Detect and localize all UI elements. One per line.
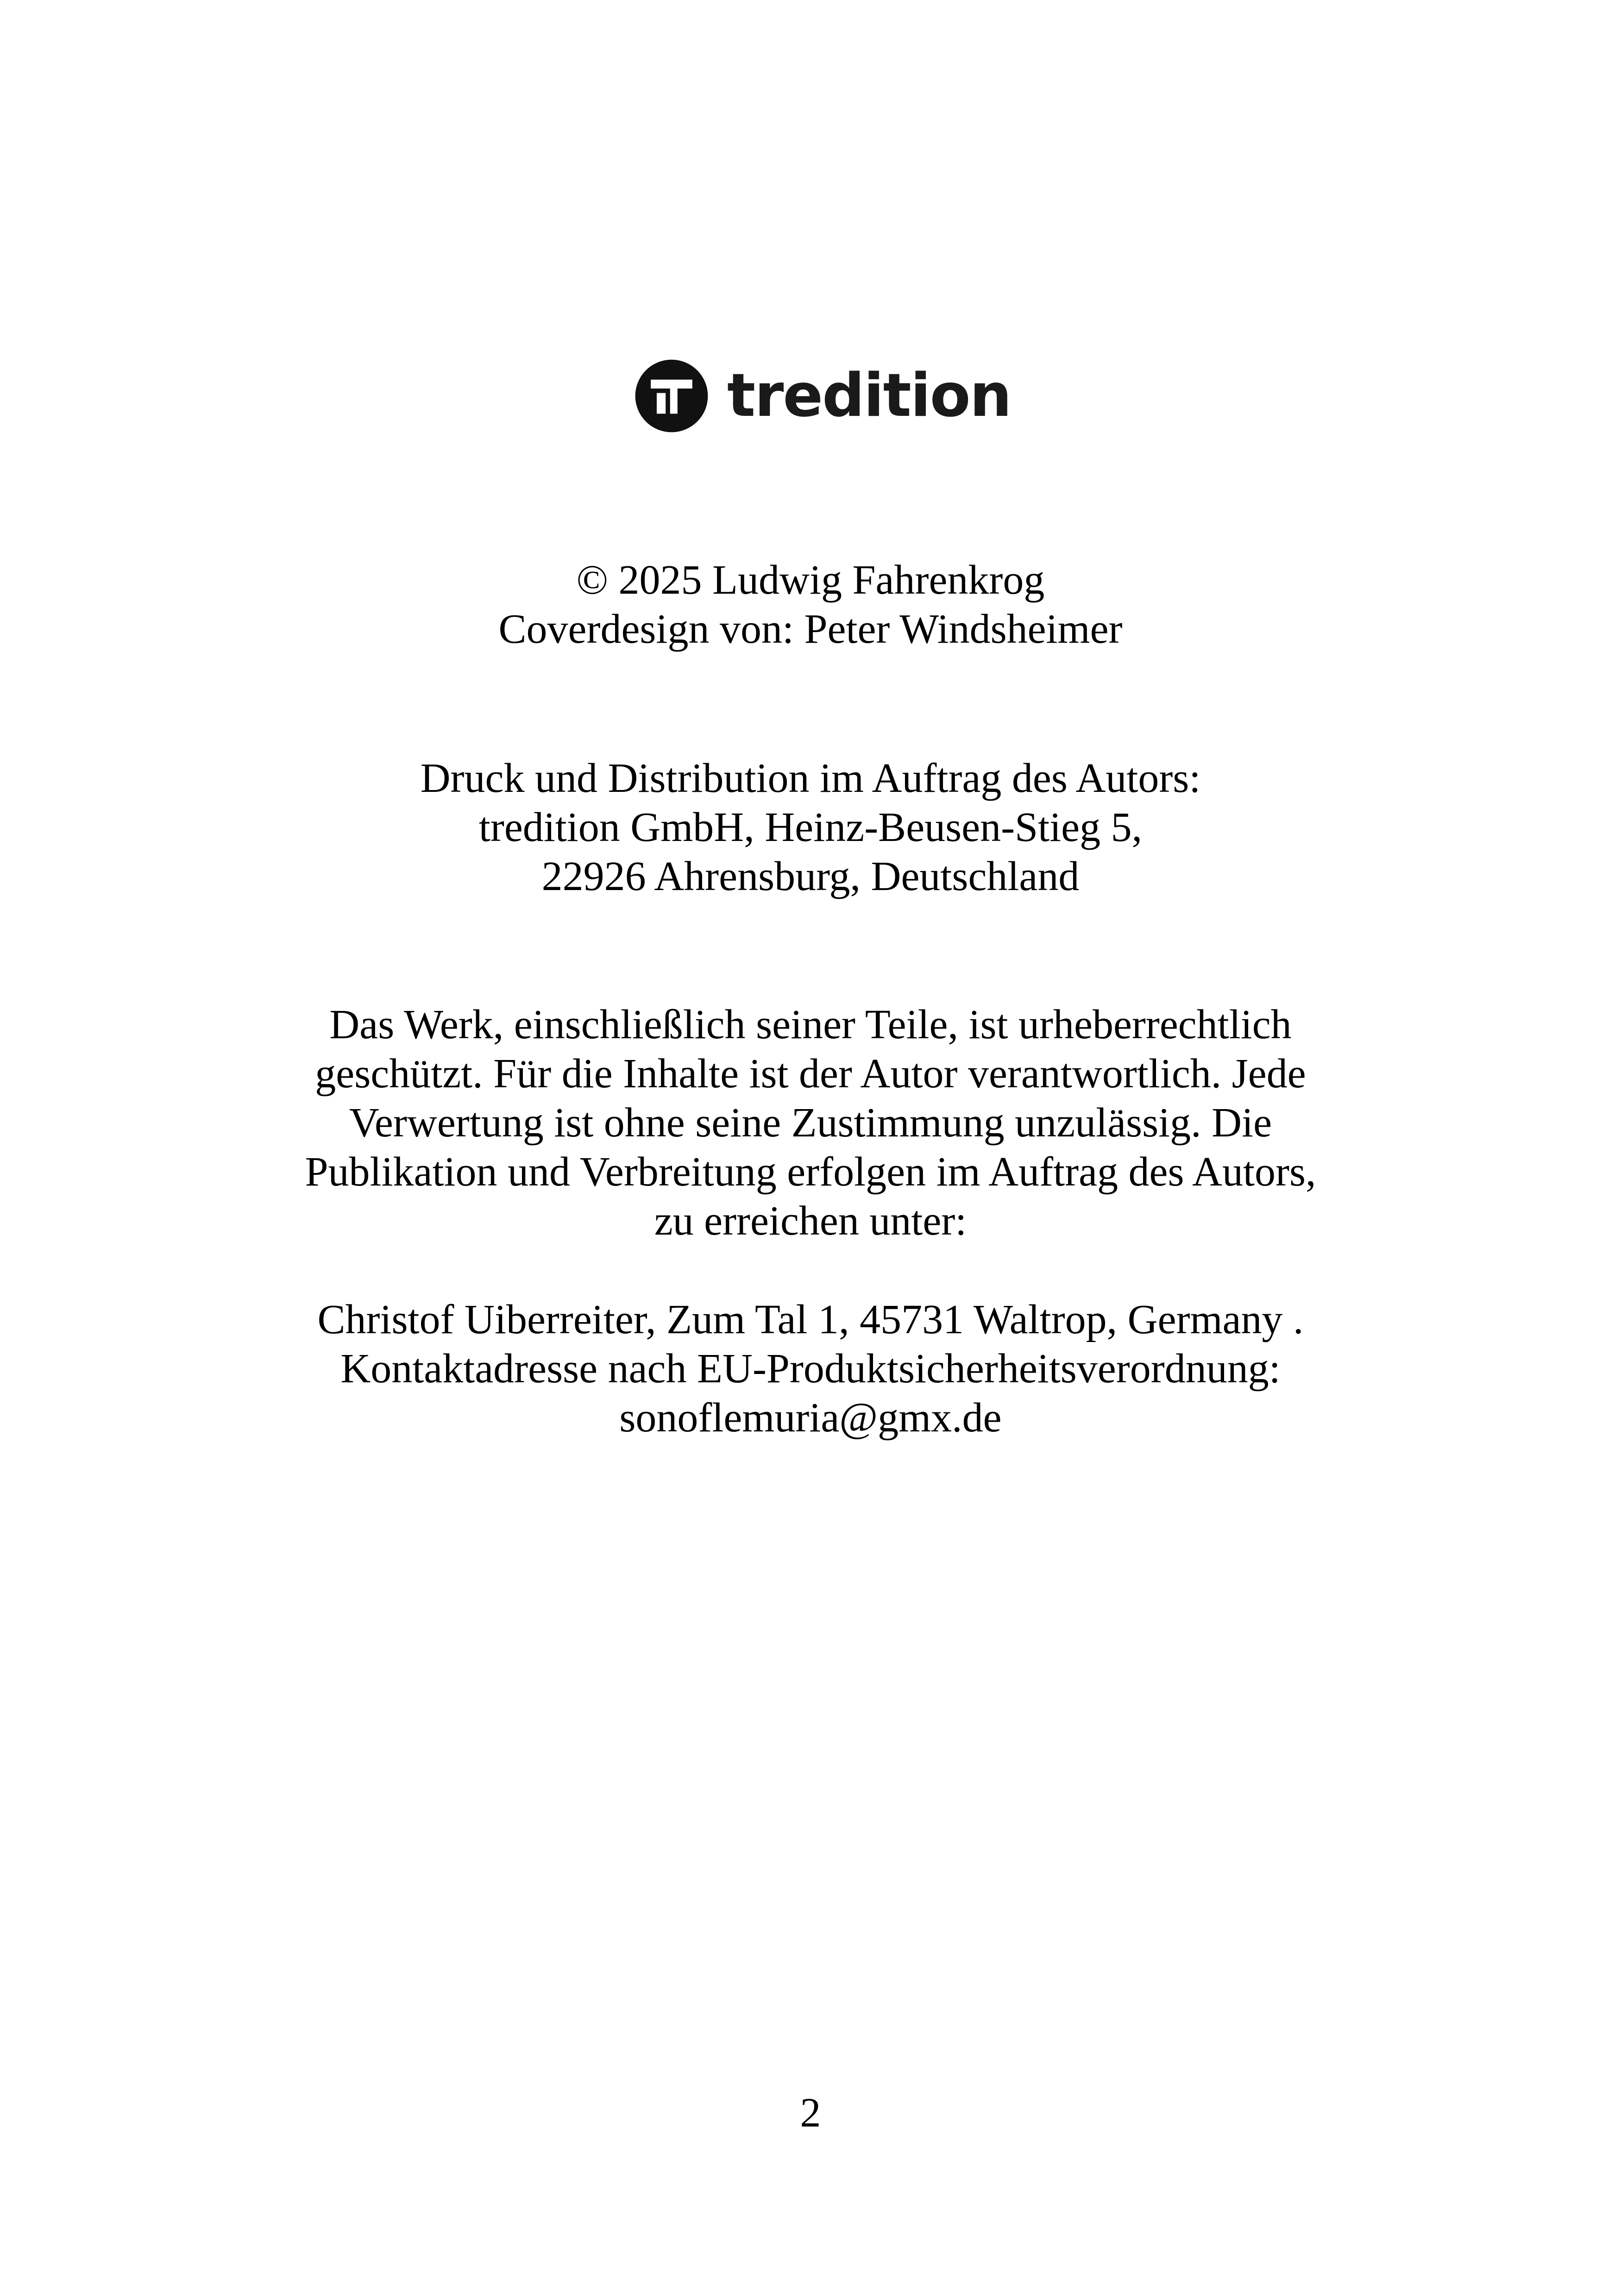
notice-line: Das Werk, einschließlich seiner Teile, ist urheberrechtlich: [329, 1002, 1292, 1048]
copyright-line: © 2025 Ludwig Fahrenkrog: [576, 557, 1045, 603]
cover-design-line: Coverdesign von: Peter Windsheimer: [498, 606, 1123, 652]
notice-line: zu erreichen unter:: [654, 1198, 967, 1244]
notice-line: geschützt. Für die Inhalte ist der Autor verantwortlich. Jede: [315, 1051, 1306, 1097]
copyright-block: [0, 556, 1621, 654]
contact-email: sonoflemuria@gmx.de: [619, 1395, 1002, 1441]
contact-address-line: Christof Uiberreiter, Zum Tal 1, 45731 Waltrop, Germany .: [317, 1297, 1304, 1342]
page-number: 2: [800, 2090, 821, 2136]
tredition-logo-icon: [635, 359, 709, 433]
copyright-notice-block: [0, 1000, 1621, 1246]
print-line: Druck und Distribution im Auftrag des Autors:: [420, 755, 1201, 801]
publisher-address-line: tredition GmbH, Heinz-Beusen-Stieg 5,: [478, 804, 1143, 850]
publisher-city-line: 22926 Ahrensburg, Deutschland: [541, 853, 1080, 899]
contact-block: [0, 1295, 1621, 1443]
notice-line: Publikation und Verbreitung erfolgen im Auftrag des Autors,: [305, 1149, 1316, 1195]
print-distribution-block: [0, 754, 1621, 901]
notice-line: Verwertung ist ohne seine Zustimmung unzulässig. Die: [349, 1100, 1272, 1146]
logo-wordmark: tredition: [727, 361, 1011, 430]
publisher-logo: [635, 357, 1011, 435]
contact-label-line: Kontaktadresse nach EU-Produktsicherheitsverordnung:: [340, 1346, 1281, 1392]
